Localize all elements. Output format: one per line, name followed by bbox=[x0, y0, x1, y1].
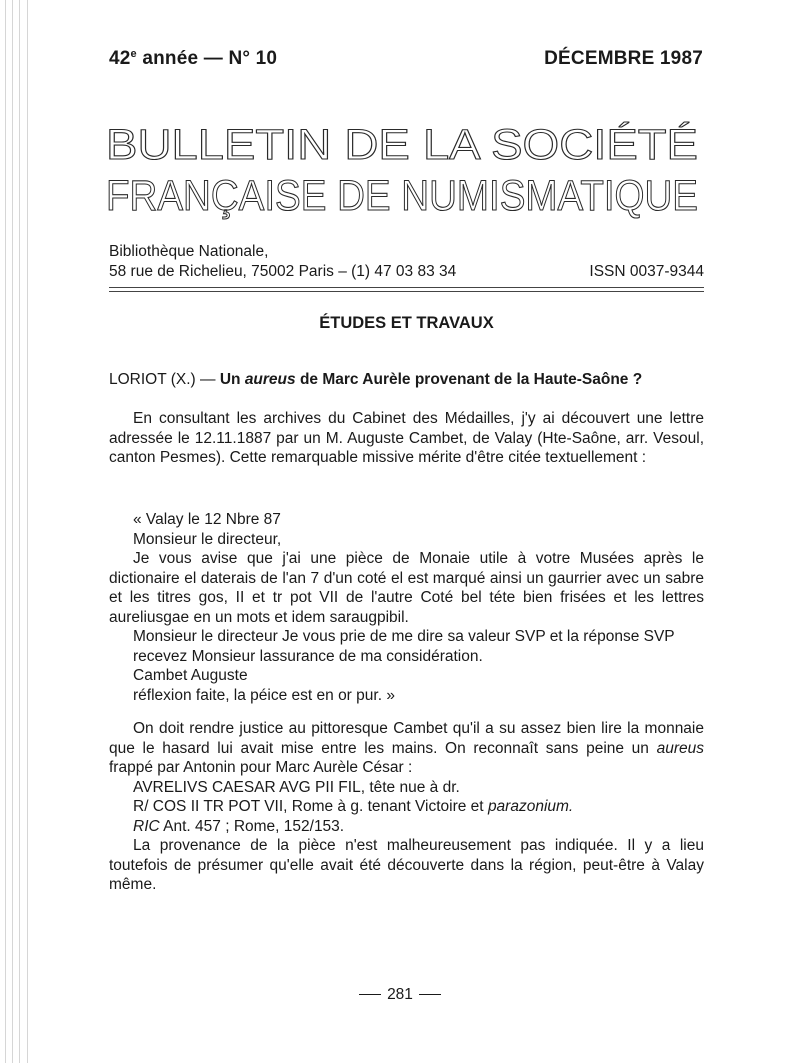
letter-salutation: Monsieur le directeur, bbox=[133, 530, 282, 548]
year-word: année bbox=[142, 48, 199, 69]
letter-closing: Monsieur le directeur Je vous prie de me dire sa valeur SVP et la réponse SVP recevez Monsieur lassurance de ma considération. bbox=[133, 628, 675, 665]
letter-signature: Cambet Auguste bbox=[133, 667, 248, 684]
address-line-2: 58 rue de Richelieu, 75002 Paris – (1) 47 03 83 34 bbox=[109, 262, 457, 280]
page-number: 281 bbox=[387, 986, 413, 1003]
dash-left bbox=[359, 994, 381, 995]
article-title-part-a: Un bbox=[219, 371, 241, 388]
masthead-title bbox=[100, 120, 705, 220]
address-line-1: Bibliothèque Nationale, bbox=[109, 243, 269, 260]
coin-obverse: AVRELIVS CAESAR AVG PII FIL, tête nue à dr. bbox=[133, 778, 460, 796]
issue-date: DÉCEMBRE 1987 bbox=[544, 48, 703, 69]
coin-reverse bbox=[109, 797, 704, 817]
issue-header bbox=[109, 48, 277, 70]
coin-reference bbox=[109, 817, 704, 837]
issn: ISSN 0037-9344 bbox=[589, 263, 704, 280]
letter-dateline: « Valay le 12 Nbre 87 bbox=[133, 511, 281, 528]
final-paragraph: La provenance de la pièce n'est malheureusement pas indiquée. Il y a lieu toutefois de présumer qu'elle avait été découverte dans la région, peut-être à Valay même. bbox=[109, 837, 704, 893]
conclusion-italic: aureus bbox=[656, 739, 705, 757]
article-title-part-b: de Marc Aurèle provenant de la Haute-Saône ? bbox=[299, 371, 643, 388]
article-author: LORIOT (X.) — bbox=[109, 371, 216, 388]
dash-right bbox=[419, 994, 441, 995]
coin-reverse-text: R/ COS II TR POT VII, Rome à g. tenant Victoire et bbox=[133, 798, 484, 815]
conclusion-paragraph bbox=[109, 719, 704, 778]
letter-body: Je vous avise que j'ai une pièce de Monaie utile à votre Musées après le dictionaire el daterais de l'an 7 d'un coté el est marqué ainsi un gaurrier avec un sabre et les titres gos, II et tr pot VII de l'autre Coté bel téte bien frisées et les lettres aureliusgae en un mots et idem saraugpibil. bbox=[109, 550, 704, 626]
coin-ref-italic: RIC bbox=[133, 817, 160, 835]
article-title-italic: aureus bbox=[244, 371, 296, 388]
letter-postscript: réflexion faite, la péice est en or pur. » bbox=[133, 686, 395, 704]
intro-paragraph bbox=[109, 409, 704, 468]
rule-bottom bbox=[109, 291, 704, 292]
conclusion-section bbox=[109, 719, 704, 895]
section-title: ÉTUDES ET TRAVAUX bbox=[319, 314, 494, 332]
address-block bbox=[109, 242, 704, 281]
masthead-line-2: FRANÇAISE DE NUMISMATIQUE bbox=[106, 172, 698, 220]
article-heading bbox=[109, 370, 709, 390]
intro-text: En consultant les archives du Cabinet des Médailles, j'y ai découvert une lettre adressée le 12.11.1887 par un M. Auguste Cambet, de Valay (Hte-Saône, arr. Vesoul, canton Pesmes). Cette remarquable missive mérite d'être citée textuellement : bbox=[109, 410, 704, 466]
issue-number: — N° 10 bbox=[203, 48, 278, 69]
coin-reverse-italic: parazonium. bbox=[487, 798, 574, 815]
page-number-footer bbox=[0, 986, 800, 1004]
conclusion-text-b: frappé par Antonin pour Marc Aurèle César : bbox=[109, 759, 413, 776]
conclusion-text-a: On doit rendre justice au pittoresque Cambet qu'il a su assez bien lire la monnaie que le hasard lui avait mise entre les mains. On reconnaît sans peine un bbox=[109, 720, 704, 757]
rule-top bbox=[109, 287, 704, 288]
year-number: 42 bbox=[109, 48, 131, 69]
coin-ref-text: Ant. 457 ; Rome, 152/153. bbox=[163, 817, 345, 835]
masthead-line-1: BULLETIN DE LA SOCIÉTÉ bbox=[106, 121, 698, 169]
year-superscript: e bbox=[130, 48, 137, 60]
quoted-letter bbox=[109, 510, 704, 705]
